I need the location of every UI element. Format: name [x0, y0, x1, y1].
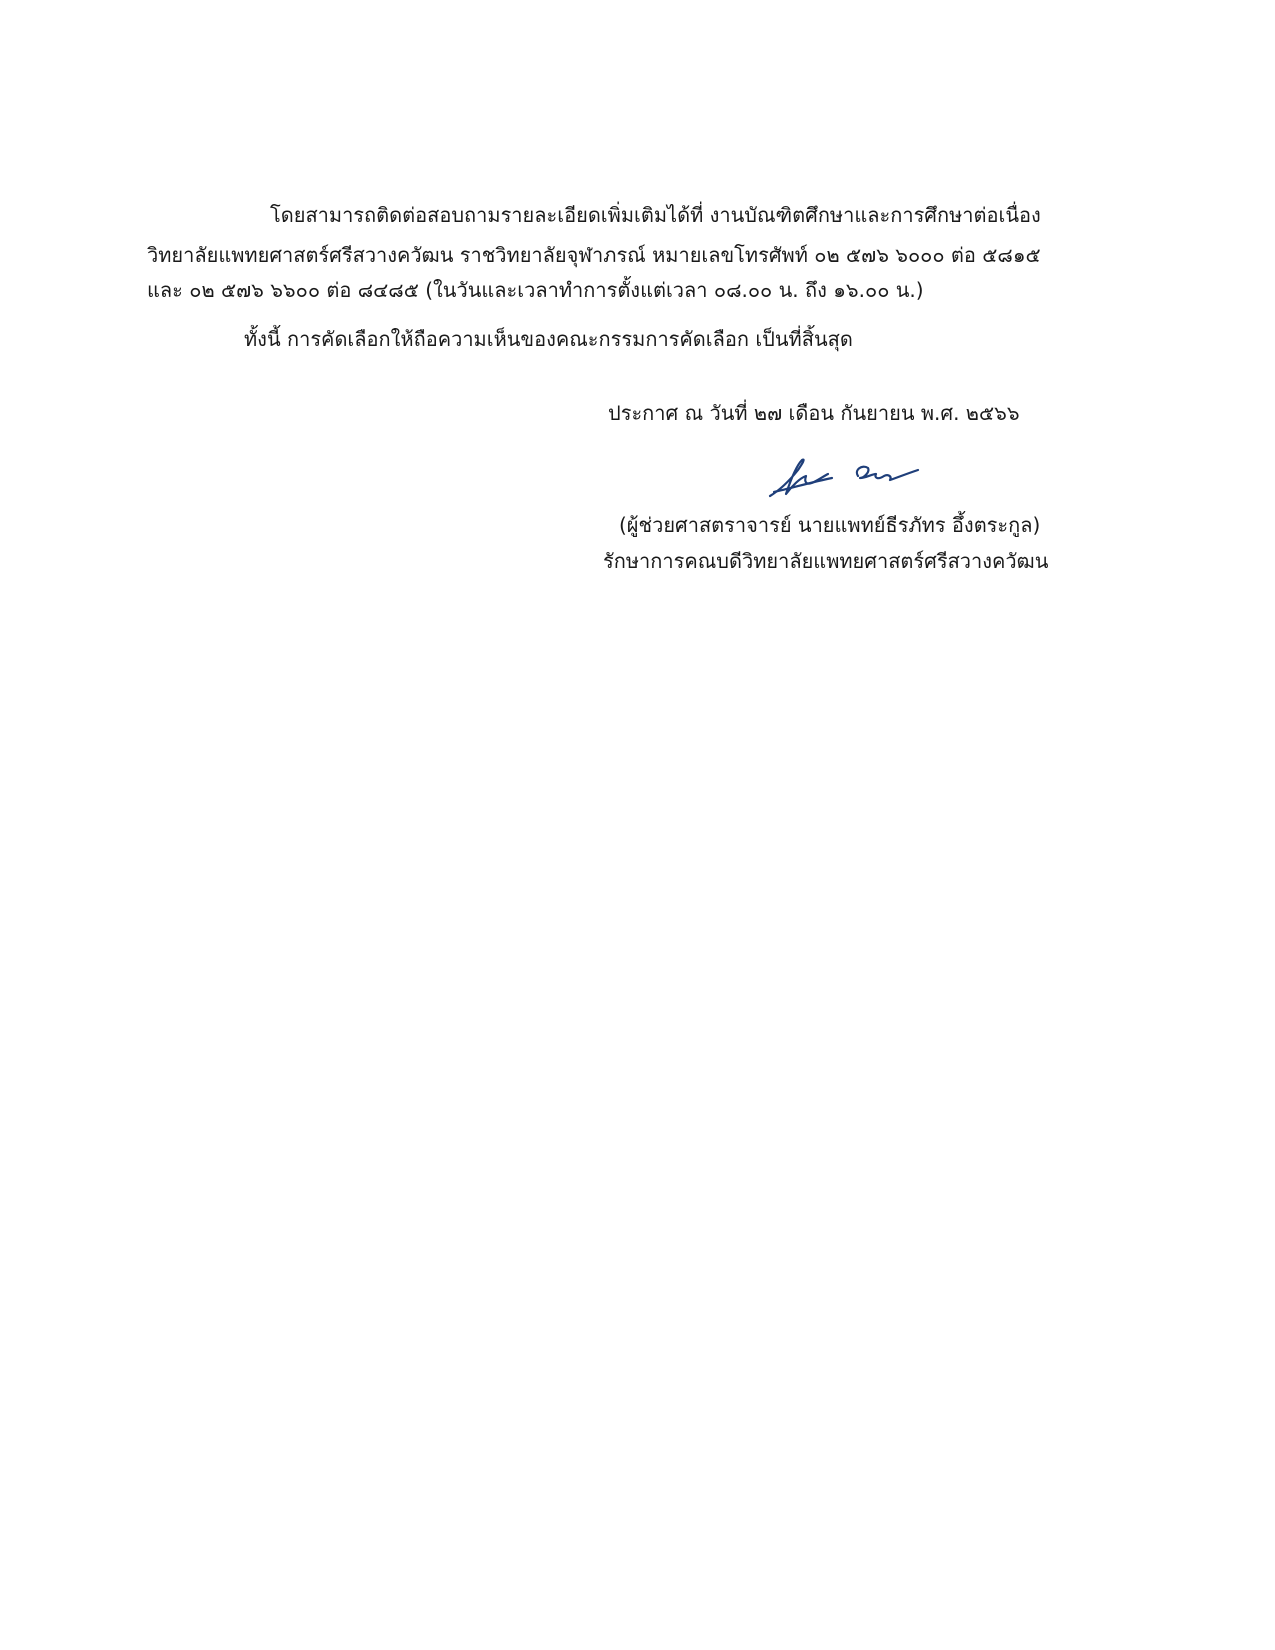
handwritten-signature	[762, 452, 922, 502]
signer-name: (ผู้ช่วยศาสตราจารย์ นายแพทย์ธีรภัทร อึ้งตระกูล)	[619, 513, 1041, 537]
contact-paragraph-line-2: วิทยาลัยแพทยศาสตร์ศรีสวางควัฒน ราชวิทยาลัยจุฬาภรณ์ หมายเลขโทรศัพท์ ๐๒ ๕๗๖ ๖๐๐๐ ต่อ ๕๘๑๕	[147, 243, 1041, 267]
contact-paragraph-line-1: โดยสามารถติดต่อสอบถามรายละเอียดเพิ่มเติมได้ที่ งานบัณฑิตศึกษาและการศึกษาต่อเนื่อง	[270, 203, 1041, 227]
contact-paragraph-line-3: และ ๐๒ ๕๗๖ ๖๖๐๐ ต่อ ๘๔๘๕ (ในวันและเวลาทำการตั้งแต่เวลา ๐๘.๐๐ น. ถึง ๑๖.๐๐ น.)	[147, 278, 924, 302]
selection-final-paragraph: ทั้งนี้ การคัดเลือกให้ถือความเห็นของคณะกรรมการคัดเลือก เป็นที่สิ้นสุด	[244, 327, 853, 351]
signer-title: รักษาการคณบดีวิทยาลัยแพทยศาสตร์ศรีสวางควัฒน	[603, 549, 1049, 573]
announcement-date: ประกาศ ณ วันที่ ๒๗ เดือน กันยายน พ.ศ. ๒๕๖๖	[608, 401, 1020, 425]
